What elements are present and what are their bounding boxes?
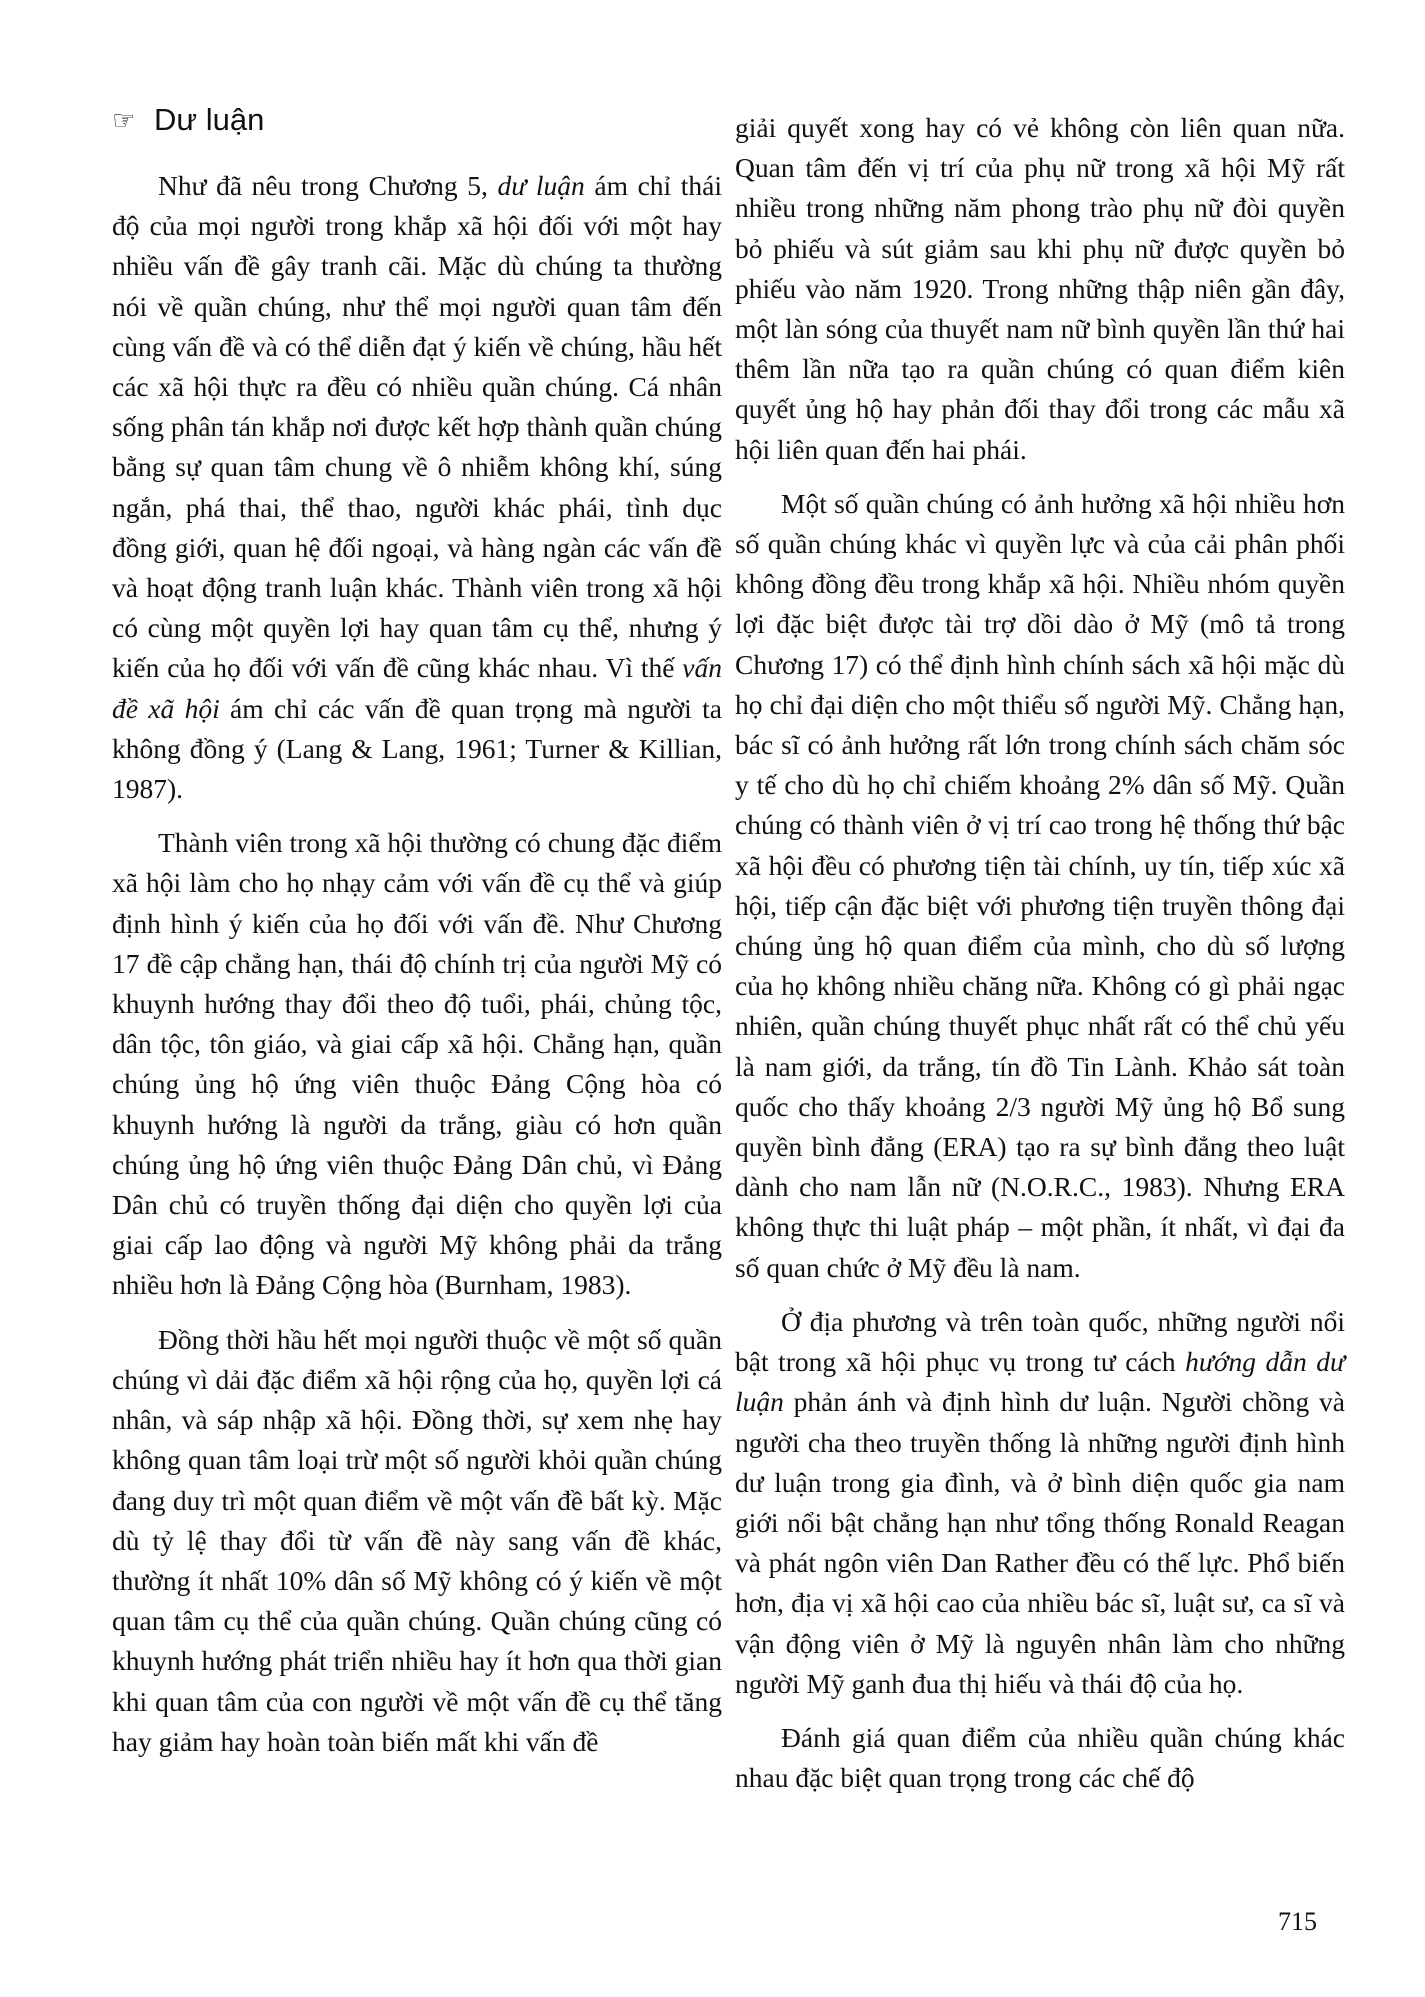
paragraph: Như đã nêu trong Chương 5, dư luận ám chỉ thái độ của mọi người trong khắp xã hội đối với một hay nhiều vấn đề gây tranh cãi. Mặc dù chúng ta thường nói về quần chúng, như thể mọi người quan tâm đến cùng vấn đề và có thể diễn đạt ý kiến về chúng, hầu hết các xã hội thực ra đều có nhiều quần chúng. Cá nhân sống phân tán khắp nơi được kết hợp thành quần chúng bằng sự quan tâm chung về ô nhiễm không khí, súng ngắn, phá thai, thể thao, người khác phái, tình dục đồng giới, quan hệ đối ngoại, và hàng ngàn các vấn đề và hoạt động tranh luận khác. Thành viên trong xã hội có cùng một quyền lợi hay quan tâm cụ thể, nhưng ý kiến của họ đối với vấn đề cũng khác nhau. Vì thế vấn đề xã hội ám chỉ các vấn đề quan trọng mà người ta không đồng ý (Lang & Lang, 1961; Turner & Killian, 1987). <box>112 170 723 805</box>
pointing-hand-icon: ☞ <box>112 105 136 135</box>
left-column <box>112 100 722 1776</box>
paragraph: Đánh giá quan điểm của nhiều quần chúng khác nhau đặc biệt quan trọng trong các chế độ <box>735 1721 1345 1794</box>
paragraph: Một số quần chúng có ảnh hưởng xã hội nhiều hơn số quần chúng khác vì quyền lực và của cải phân phối không đồng đều trong khắp xã hội. Nhiều nhóm quyền lợi đặc biệt được tài trợ dồi dào ở Mỹ (mô tả trong Chương 17) có thể định hình chính sách xã hội mặc dù họ chỉ đại diện cho một thiểu số người Mỹ. Chẳng hạn, bác sĩ có ảnh hưởng rất lớn trong chính sách chăm sóc y tế cho dù họ chỉ chiếm khoảng 2% dân số Mỹ. Quần chúng có thành viên ở vị trí cao trong hệ thống thứ bậc xã hội đều có phương tiện tài chính, uy tín, tiếp xúc xã hội, tiếp cận đặc biệt với phương tiện truyền thông đại chúng ủng hộ quan điểm của mình, cho dù số lượng của họ không nhiều chăng nữa. Không có gì phải ngạc nhiên, quần chúng thuyết phục nhất rất có thể chủ yếu là nam giới, da trắng, tín đồ Tin Lành. Khảo sát toàn quốc cho thấy khoảng 2/3 người Mỹ ủng hộ Bổ sung quyền bình đẳng (ERA) tạo ra sự bình đẳng theo luật dành cho nam lẫn nữ (N.O.R.C., 1983). Nhưng ERA không thực thi luật pháp – một phần, ít nhất, vì đại đa số quan chức ở Mỹ đều là nam. <box>735 487 1345 1283</box>
paragraph-continued: giải quyết xong hay có vẻ không còn liên quan nữa. Quan tâm đến vị trí của phụ nữ trong xã hội Mỹ rất nhiều trong những năm phong trào phụ nữ đòi quyền bỏ phiếu và sút giảm sau khi phụ nữ được quyền bỏ phiếu vào năm 1920. Trong những thập niên gần đây, một làn sóng của thuyết nam nữ bình quyền lần thứ hai thêm lần nữa tạo ra quần chúng có quan điểm kiên quyết ủng hộ hay phản đối thay đổi trong các mẫu xã hội liên quan đến hai phái. <box>735 112 1345 465</box>
right-column <box>735 108 1345 1812</box>
paragraph: Thành viên trong xã hội thường có chung đặc điểm xã hội làm cho họ nhạy cảm với vấn đề cụ thể và giúp định hình ý kiến của họ đối với vấn đề. Như Chương 17 đề cập chẳng hạn, thái độ chính trị của người Mỹ có khuynh hướng thay đổi theo độ tuổi, phái, chủng tộc, dân tộc, tôn giáo, và giai cấp xã hội. Chẳng hạn, quần chúng ủng hộ ứng viên thuộc Đảng Cộng hòa có khuynh hướng là người da trắng, giàu có hơn quần chúng ủng hộ ứng viên thuộc Đảng Dân chủ, vì Đảng Dân chủ có truyền thống đại diện cho quyền lợi của giai cấp lao động và người Mỹ không phải da trắng nhiều hơn là Đảng Cộng hòa (Burnham, 1983). <box>112 827 722 1301</box>
paragraph: Ở địa phương và trên toàn quốc, những người nổi bật trong xã hội phục vụ trong tư cách hướng dẫn dư luận phản ánh và định hình dư luận. Người chồng và người cha theo truyền thống là những người định hình dư luận trong gia đình, và ở bình diện quốc gia nam giới nổi bật chẳng hạn như tổng thống Ronald Reagan và phát ngôn viên Dan Rather đều có thế lực. Phổ biến hơn, địa vị xã hội cao của nhiều bác sĩ, luật sư, ca sĩ và vận động viên ở Mỹ là nguyên nhân làm cho những người Mỹ ganh đua thị hiếu và thái độ của họ. <box>735 1305 1345 1699</box>
paragraph: Đồng thời hầu hết mọi người thuộc về một số quần chúng vì dải đặc điểm xã hội rộng của họ, quyền lợi cá nhân, và sáp nhập xã hội. Đồng thời, sự xem nhẹ hay không quan tâm loại trừ một số người khỏi quần chúng đang duy trì một quan điểm về một vấn đề bất kỳ. Mặc dù tỷ lệ thay đổi từ vấn đề này sang vấn đề khác, thường ít nhất 10% dân số Mỹ không có ý kiến về một quan tâm cụ thể của quần chúng. Quần chúng cũng có khuynh hướng phát triển nhiều hay ít hơn qua thời gian khi quan tâm của con người về một vấn đề cụ thể tăng hay giảm hay hoàn toàn biến mất khi vấn đề <box>112 1323 722 1757</box>
section-heading <box>112 100 722 140</box>
page-number: 715 <box>1278 1907 1317 1936</box>
section-title: Dư luận <box>154 102 265 137</box>
